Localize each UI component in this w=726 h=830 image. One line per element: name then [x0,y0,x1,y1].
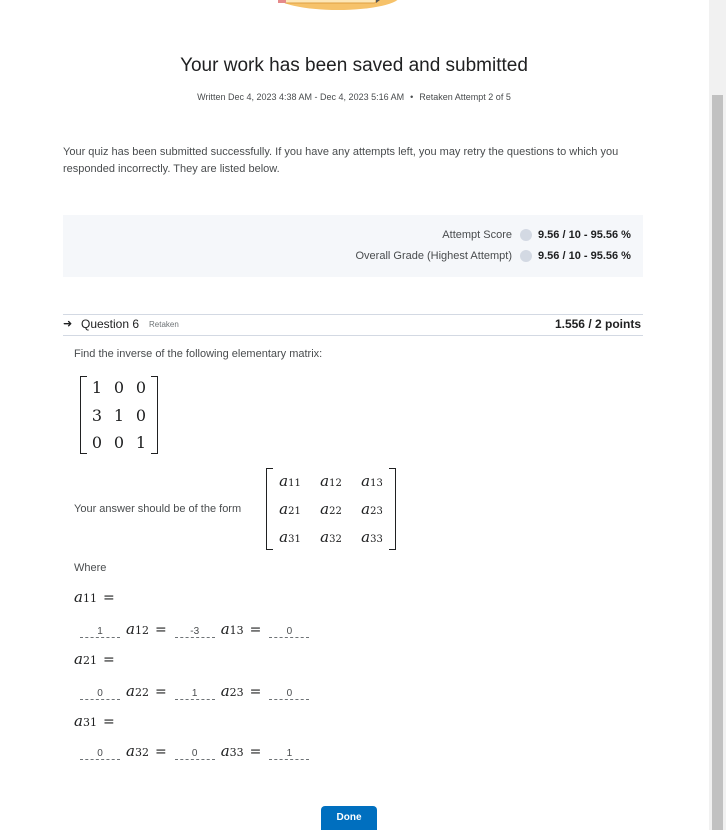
form-cell: a12 [320,472,342,490]
var-a22: a22 [126,682,149,700]
pencil-illustration [276,0,400,18]
answer-a22[interactable]: 1 [175,688,215,700]
answer-a33[interactable]: 1 [269,748,309,760]
form-cell: a21 [279,500,301,518]
done-button[interactable]: Done [321,806,377,830]
matrix-cell: 0 [113,378,125,397]
form-cell: a23 [361,500,383,518]
matrix-cell: 1 [135,433,147,452]
answer-label-row: a21 = [74,650,115,668]
var-a11: a11 [74,588,97,606]
answer-a23[interactable]: 0 [269,688,309,700]
form-matrix [266,468,396,550]
matrix-cell: 3 [91,406,103,425]
var-a31: a31 [74,712,97,730]
form-cell: a32 [320,528,342,546]
answer-row-1: 1 a12 = -3 a13 = 0 [80,620,315,638]
answer-label-row: a31 = [74,712,115,730]
answer-a13[interactable]: 0 [269,626,309,638]
var-a23: a23 [220,682,244,700]
answer-a12[interactable]: -3 [175,626,215,638]
attempt-info: Retaken Attempt 2 of 5 [419,92,511,102]
where-label: Where [74,562,107,574]
answer-a21[interactable]: 0 [80,688,120,700]
question-points: 1.556 / 2 points [554,317,641,331]
overall-grade-value: 9.56 / 10 - 95.56 % [538,250,631,262]
answer-a11[interactable]: 1 [80,626,120,638]
submission-meta [0,92,708,102]
written-time: Written Dec 4, 2023 4:38 AM - Dec 4, 2023 5:16 AM [197,92,405,102]
form-cell: a31 [279,528,301,546]
overall-grade-row [355,247,643,265]
matrix-cell: 0 [91,433,103,452]
answer-a32[interactable]: 0 [175,748,215,760]
intro-message: Your quiz has been submitted successfully. If you have any attempts left, you may retry the questions to which you responded incorrectly. They are listed below. [63,146,619,175]
form-cell: a11 [279,472,301,490]
answer-label-row: a11 = [74,588,115,606]
arrow-right-icon: ➜ [63,318,73,330]
matrix-cell: 0 [135,406,147,425]
var-a32: a32 [126,742,149,760]
score-panel [63,215,643,277]
score-dot-icon [520,250,532,262]
matrix-cell: 0 [135,378,147,397]
bullet-separator: • [410,92,414,102]
scrollbar-thumb[interactable] [712,95,723,830]
scrollbar[interactable] [709,0,726,830]
page-title: Your work has been saved and submitted [180,55,528,76]
retaken-label: Retaken [149,320,179,329]
answer-row-2: 0 a22 = 1 a23 = 0 [80,682,315,700]
matrix-cell: 1 [91,378,103,397]
score-dot-icon [520,229,532,241]
attempt-score-row [442,226,643,244]
given-matrix [80,376,158,454]
answer-a31[interactable]: 0 [80,748,120,760]
var-a12: a12 [126,620,149,638]
matrix-cell: 0 [113,433,125,452]
var-a21: a21 [74,650,97,668]
question-prompt: Find the inverse of the following elementary matrix: [74,348,323,360]
matrix-cell: 1 [113,406,125,425]
form-cell: a33 [361,528,383,546]
question-title: Question 6 [81,317,140,331]
var-a13: a13 [220,620,244,638]
answer-form-label: Your answer should be of the form [74,503,242,515]
form-cell: a13 [361,472,383,490]
overall-grade-label: Overall Grade (Highest Attempt) [355,250,512,262]
attempt-score-value: 9.56 / 10 - 95.56 % [538,229,631,241]
answer-row-3: 0 a32 = 0 a33 = 1 [80,742,315,760]
matrix-bracket-right [151,376,158,454]
attempt-score-label: Attempt Score [442,229,512,241]
form-cell: a22 [320,500,342,518]
var-a33: a33 [220,742,244,760]
question-header [63,314,643,336]
